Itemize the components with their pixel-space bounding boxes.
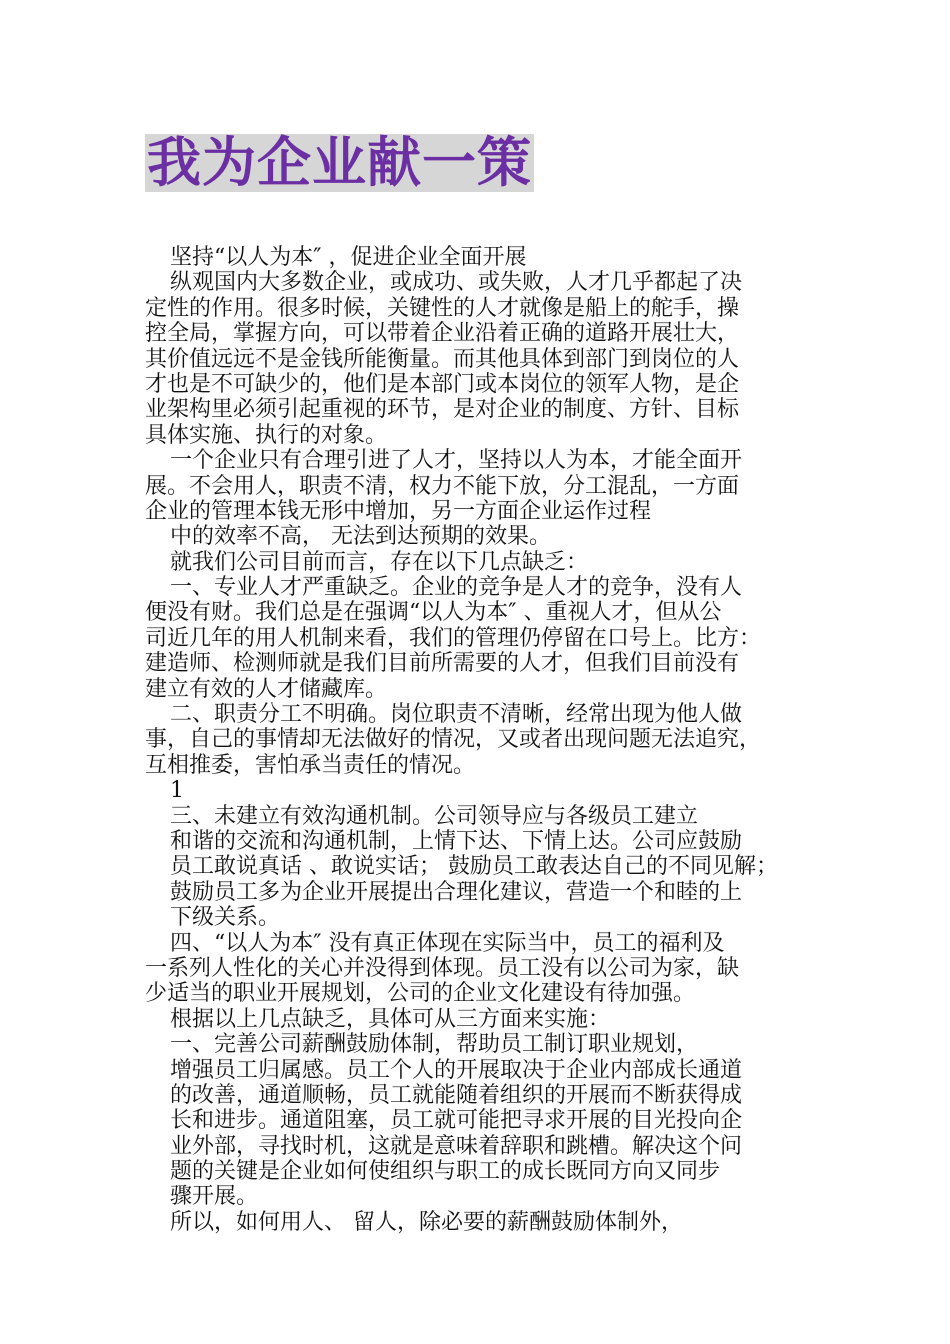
- text-line: 才也是不可缺少的，他们是本部门或本岗位的领军人物，是企: [145, 371, 740, 397]
- text-line: 一个企业只有合理引进了人才，坚持以人为本，才能全面开: [170, 448, 743, 474]
- text-line: 具体实施、执行的对象。: [145, 422, 388, 448]
- text-line: 题的关键是企业如何使组织与职工的成长既同方向又同步: [170, 1159, 721, 1185]
- text-line: 建立有效的人才储藏库。: [145, 676, 388, 702]
- text-line: 其价值远远不是金钱所能衡量。而其他具体到部门到岗位的人: [145, 346, 740, 372]
- text-line: 司近几年的用人机制来看，我们的管理仍停留在口号上。比方：: [145, 625, 762, 651]
- text-line: 一系列人性化的关心并没得到体现。员工没有以公司为家，缺: [145, 955, 740, 981]
- text-line: 下级关系。: [170, 905, 281, 931]
- text-line: 1: [170, 778, 184, 804]
- text-line: 就我们公司目前而言，存在以下几点缺乏：: [170, 549, 589, 575]
- text-line: 员工敢说真话 、敢说实话； 鼓励员工敢表达自己的不同见解；: [170, 854, 778, 880]
- text-line: 纵观国内大多数企业，或成功、或失败，人才几乎都起了决: [170, 270, 743, 296]
- text-line: 增强员工归属感。员工个人的开展取决于企业内部成长通道: [170, 1057, 743, 1083]
- text-line: 所以，如何用人、 留人，除必要的薪酬鼓励体制外，: [170, 1209, 683, 1235]
- text-line: 业外部，寻找时机，这就是意味着辞职和跳槽。解决这个问: [170, 1133, 743, 1159]
- text-line: 中的效率不高， 无法到达预期的效果。: [170, 524, 551, 550]
- text-line: 二、职责分工不明确。岗位职责不清晰，经常出现为他人做: [170, 702, 743, 728]
- text-line: 的改善，通道顺畅，员工就能随着组织的开展而不断获得成: [170, 1082, 743, 1108]
- text-line: 三、未建立有效沟通机制。公司领导应与各级员工建立: [170, 803, 699, 829]
- text-line: 企业的管理本钱无形中增加，另一方面企业运作过程: [145, 498, 652, 524]
- text-line: 事，自己的事情却无法做好的情况，又或者出现问题无法追究，: [145, 727, 762, 753]
- text-line: 展。不会用人，职责不清，权力不能下放，分工混乱，一方面: [145, 473, 740, 499]
- text-line: 和谐的交流和沟通机制，上情下达、下情上达。公司应鼓励: [170, 828, 743, 854]
- page-title: 我为企业献一策: [147, 131, 532, 194]
- text-line: 一、完善公司薪酬鼓励体制，帮助员工制订职业规划，: [170, 1032, 699, 1058]
- text-line: 控全局，掌握方向，可以带着企业沿着正确的道路开展壮大，: [145, 321, 740, 347]
- text-line: 建造师、检测师就是我们目前所需要的人才，但我们目前没有: [145, 651, 740, 677]
- text-line: 鼓励员工多为企业开展提出合理化建议，营造一个和睦的上: [170, 879, 743, 905]
- text-line: 定性的作用。很多时候，关键性的人才就像是船上的舵手，操: [145, 295, 740, 321]
- document-body: [145, 245, 815, 1235]
- text-line: 业架构里必须引起重视的环节，是对企业的制度、方针、目标: [145, 397, 740, 423]
- text-line: 便没有财。我们总是在强调“以人为本″ 、重视人才，但从公: [145, 600, 722, 626]
- text-line: 互相推委，害怕承当责任的情况。: [145, 752, 476, 778]
- text-line: 四、“以人为本″ 没有真正体现在实际当中，员工的福利及: [170, 930, 725, 956]
- text-line: 骤开展。: [170, 1184, 259, 1210]
- text-line: 少适当的职业开展规划，公司的企业文化建设有待加强。: [145, 981, 696, 1007]
- text-line: 坚持“以人为本″ ，促进企业全面开展: [170, 245, 527, 270]
- text-line: 一、专业人才严重缺乏。企业的竞争是人才的竞争，没有人: [170, 575, 743, 601]
- text-line: 根据以上几点缺乏，具体可从三方面来实施：: [170, 1006, 611, 1032]
- text-line: 长和进步。通道阻塞，员工就可能把寻求开展的目光投向企: [170, 1108, 743, 1134]
